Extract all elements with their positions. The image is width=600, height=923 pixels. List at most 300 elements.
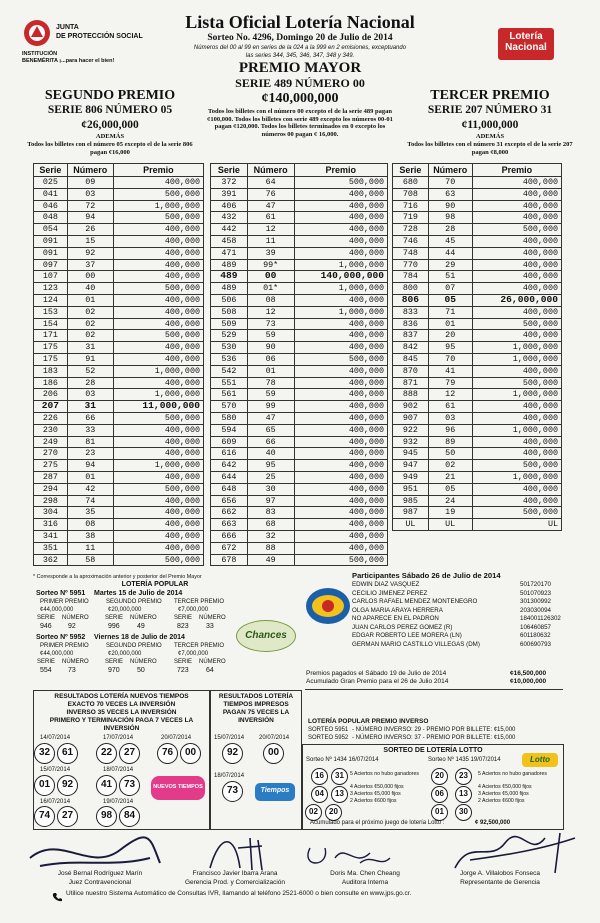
cell-premio: 1,000,000 bbox=[472, 471, 561, 483]
popular-title: LOTERÍA POPULAR bbox=[121, 581, 189, 588]
cell-serie: 770 bbox=[393, 259, 429, 271]
signature-name-3: Doris Ma. Chen Cheang bbox=[330, 870, 400, 877]
mayor-serie: SERIE 489 NÚMERO 00 bbox=[235, 76, 365, 90]
segundo-ademas: ADEMÁS bbox=[95, 133, 125, 140]
tiempos-ball-7: 01 bbox=[34, 775, 55, 796]
participant-name: CARLOS RAFAEL MENDEZ MONTENEGRO bbox=[352, 598, 478, 605]
table-row bbox=[393, 424, 562, 436]
tiempos-impresos-logo bbox=[255, 783, 295, 801]
participant-name: OLGA MARIA ARAYA HERRERA bbox=[352, 606, 443, 614]
popular-2-sn-2: NÚMERO bbox=[62, 659, 89, 665]
cell-premio: 400,000 bbox=[472, 365, 561, 377]
cell-premio: 400,000 bbox=[113, 342, 203, 354]
table-row bbox=[34, 188, 204, 200]
cell-numero: 05 bbox=[428, 294, 472, 306]
cell-premio: 1,000,000 bbox=[472, 424, 561, 436]
cell-serie: 471 bbox=[211, 247, 248, 259]
cell-numero: 61 bbox=[247, 212, 294, 224]
table-row bbox=[34, 318, 204, 330]
signature-scribble-4 bbox=[455, 833, 575, 873]
participant-id: 184001126302 bbox=[520, 615, 561, 622]
tiempos-ball-4: 27 bbox=[119, 743, 140, 764]
cell-numero: 40 bbox=[247, 448, 294, 460]
cell-premio: 400,000 bbox=[472, 200, 561, 212]
table-row bbox=[211, 306, 388, 318]
cell-premio: 400,000 bbox=[472, 247, 561, 259]
list-item bbox=[352, 598, 562, 607]
cell-numero: 12 bbox=[428, 389, 472, 401]
popular-1-sn-1: SERIE bbox=[37, 615, 56, 621]
table-row bbox=[393, 318, 562, 330]
cell-numero: 64 bbox=[247, 177, 294, 189]
cell-premio: 26,000,000 bbox=[472, 294, 561, 306]
col-header-serie: Serie bbox=[211, 164, 248, 177]
cell-serie: 748 bbox=[393, 247, 429, 259]
table-row bbox=[211, 200, 388, 212]
cell-premio: 11,000,000 bbox=[113, 401, 203, 413]
table-row bbox=[211, 377, 388, 389]
cell-serie: 175 bbox=[34, 342, 68, 354]
cell-premio: 500,000 bbox=[472, 224, 561, 236]
popular-2-value-6: 64 bbox=[206, 667, 214, 674]
table-row bbox=[393, 389, 562, 401]
impresos-title1: RESULTADOS LOTERÍA bbox=[218, 693, 294, 700]
cell-serie: 708 bbox=[393, 188, 429, 200]
table-row bbox=[393, 519, 562, 531]
cell-serie: UL bbox=[393, 519, 429, 531]
participant-name: CECILIO JIMENEZ PEREZ bbox=[352, 589, 428, 597]
inverso-title: LOTERÍA POPULAR PREMIO INVERSO bbox=[308, 718, 429, 725]
cell-numero: 61 bbox=[428, 401, 472, 413]
col-header-premio: Premio bbox=[113, 164, 203, 177]
popular-2-sn-4: NÚMERO bbox=[130, 659, 157, 665]
inverso-text-1: - NÚMERO INVERSO: 29 - PREMIO POR BILLETE: ¢15,000 bbox=[352, 727, 516, 733]
table-row bbox=[393, 342, 562, 354]
cell-numero: 95 bbox=[428, 342, 472, 354]
cell-serie: 642 bbox=[211, 460, 248, 472]
cell-numero: 02 bbox=[67, 330, 113, 342]
table-row bbox=[34, 448, 204, 460]
popular-2-sn-1: SERIE bbox=[37, 659, 56, 665]
table-row bbox=[34, 507, 204, 519]
cell-serie: 837 bbox=[393, 330, 429, 342]
cell-serie: 888 bbox=[393, 389, 429, 401]
cell-premio: 400,000 bbox=[472, 188, 561, 200]
lotto2-ball-4: 13 bbox=[455, 786, 472, 803]
cell-premio: 500,000 bbox=[113, 212, 203, 224]
cell-numero: 45 bbox=[428, 235, 472, 247]
org-line2: DE PROTECCIÓN SOCIAL bbox=[56, 33, 143, 40]
popular-2-label-3: TERCER PREMIO bbox=[174, 643, 225, 649]
cell-numero: 91 bbox=[67, 353, 113, 365]
cell-numero: 95 bbox=[247, 460, 294, 472]
cell-serie: 372 bbox=[211, 177, 248, 189]
tiempos-date-2: 17/07/2014 bbox=[103, 735, 134, 741]
table-row bbox=[34, 377, 204, 389]
table-row bbox=[211, 235, 388, 247]
cell-numero: 33 bbox=[67, 424, 113, 436]
tiempos-title1: RESULTADOS LOTERÍA NUEVOS TIEMPOS bbox=[54, 693, 189, 700]
table-row bbox=[393, 507, 562, 519]
tiempos-ball-8: 92 bbox=[57, 775, 78, 796]
cell-serie: 406 bbox=[211, 200, 248, 212]
tiempos-ball-10: 73 bbox=[119, 775, 140, 796]
cell-premio: 400,000 bbox=[294, 401, 387, 413]
cell-numero: 99 bbox=[247, 401, 294, 413]
table-row bbox=[34, 283, 204, 295]
cell-serie: 644 bbox=[211, 471, 248, 483]
table-row bbox=[393, 212, 562, 224]
results-table-2 bbox=[210, 163, 388, 566]
cell-premio: 500,000 bbox=[294, 177, 387, 189]
cell-numero: 21 bbox=[428, 471, 472, 483]
tiempos-ball-3: 22 bbox=[96, 743, 117, 764]
table-row bbox=[211, 365, 388, 377]
signature-role-2: Gerencia Prod. y Comercialización bbox=[184, 879, 286, 886]
cell-serie: 666 bbox=[211, 530, 248, 542]
cell-premio: 400,000 bbox=[294, 507, 387, 519]
cell-premio: 400,000 bbox=[294, 448, 387, 460]
table-row bbox=[393, 306, 562, 318]
cell-serie: 298 bbox=[34, 495, 68, 507]
cell-numero: 03 bbox=[67, 389, 113, 401]
popular-2-amount-1: ¢44,000,000 bbox=[40, 651, 74, 657]
table-row bbox=[34, 212, 204, 224]
table-row bbox=[211, 259, 388, 271]
cell-numero: 01 bbox=[247, 365, 294, 377]
popular-1-amount-2: ¢20,000,000 bbox=[108, 607, 142, 613]
cell-numero: 11 bbox=[247, 235, 294, 247]
popular-2-value-2: 73 bbox=[68, 667, 76, 674]
inverso-sorteo-2: SORTEO 5952 bbox=[308, 735, 349, 741]
participant-name: NO APARECE EN EL PADRON bbox=[352, 615, 439, 622]
popular-1-sn-5: SERIE bbox=[174, 615, 193, 621]
cell-numero: 94 bbox=[67, 460, 113, 472]
cell-premio: 500,000 bbox=[113, 483, 203, 495]
lotto1-ball-1: 16 bbox=[311, 768, 328, 785]
org-line4: BENEMÉRITA ¡...para hacer el bien! bbox=[22, 58, 115, 64]
cell-serie: 542 bbox=[211, 365, 248, 377]
cell-premio: 400,000 bbox=[472, 235, 561, 247]
popular-1-sn-3: SERIE bbox=[105, 615, 124, 621]
lotto2-ball-2: 23 bbox=[455, 768, 472, 785]
cell-numero: 05 bbox=[428, 483, 472, 495]
cell-serie: 716 bbox=[393, 200, 429, 212]
tiempos-title4: PRIMERO Y TERMINACIÓN PAGA 7 VECES LA bbox=[49, 717, 194, 724]
popular-sorteo-2: Sorteo Nº 5952 bbox=[36, 634, 86, 641]
cell-serie: 509 bbox=[211, 318, 248, 330]
cell-numero: 35 bbox=[67, 507, 113, 519]
table-row bbox=[211, 519, 388, 531]
participants-title: Participantes Sábado 26 de Julio de 2014 bbox=[352, 571, 501, 580]
table-row bbox=[211, 330, 388, 342]
cell-serie: 316 bbox=[34, 519, 68, 531]
tiempos-ball-2: 61 bbox=[57, 743, 78, 764]
popular-2-value-4: 50 bbox=[137, 667, 145, 674]
cell-premio: 400,000 bbox=[113, 519, 203, 531]
tiempos-ball-1: 32 bbox=[34, 743, 55, 764]
cell-numero: 90 bbox=[247, 342, 294, 354]
cell-numero: 15 bbox=[67, 235, 113, 247]
cell-serie: 806 bbox=[393, 294, 429, 306]
cell-premio: 400,000 bbox=[472, 483, 561, 495]
popular-1-value-1: 946 bbox=[40, 623, 52, 630]
participant-id: 501720170 bbox=[520, 581, 551, 588]
signature-name-2: Francisco Javier Ibarra Arana bbox=[192, 870, 278, 877]
cell-premio: 400,000 bbox=[294, 247, 387, 259]
cell-premio: 400,000 bbox=[294, 212, 387, 224]
table-row bbox=[393, 353, 562, 365]
lotto2-ball-1: 20 bbox=[431, 768, 448, 785]
cell-premio: 400,000 bbox=[472, 177, 561, 189]
table-row bbox=[34, 401, 204, 413]
cell-premio: 500,000 bbox=[113, 330, 203, 342]
lotto2-info-2: 4 Aciertos ¢50,000 fijos bbox=[478, 784, 532, 790]
cell-premio: 500,000 bbox=[294, 353, 387, 365]
cell-premio: 400,000 bbox=[113, 259, 203, 271]
participant-id: 106460857 bbox=[520, 623, 551, 631]
table-row bbox=[393, 377, 562, 389]
table-row bbox=[34, 224, 204, 236]
list-item bbox=[352, 581, 562, 590]
table-row bbox=[34, 365, 204, 377]
cell-premio: 1,000,000 bbox=[472, 353, 561, 365]
table-row bbox=[393, 283, 562, 295]
cell-premio: 400,000 bbox=[294, 188, 387, 200]
cell-premio: 400,000 bbox=[294, 519, 387, 531]
cell-numero: 37 bbox=[67, 259, 113, 271]
impresos-title2: TIEMPOS IMPRESOS bbox=[223, 701, 289, 708]
cell-numero: 40 bbox=[67, 283, 113, 295]
popular-2-value-1: 554 bbox=[40, 667, 52, 674]
mayor-amount: ¢140,000,000 bbox=[261, 91, 339, 106]
cell-serie: 508 bbox=[211, 306, 248, 318]
cell-serie: 091 bbox=[34, 235, 68, 247]
popular-2-label-2: SEGUNDO PREMIO bbox=[106, 643, 162, 649]
cell-premio: 400,000 bbox=[294, 330, 387, 342]
lotto-draw-1: Sorteo Nº 1434 16/07/2014 bbox=[306, 757, 379, 763]
cell-serie: 506 bbox=[211, 294, 248, 306]
cell-serie: 561 bbox=[211, 389, 248, 401]
cell-serie: 046 bbox=[34, 200, 68, 212]
cell-numero: 25 bbox=[247, 471, 294, 483]
lotto2-ball-6: 30 bbox=[455, 804, 472, 821]
table-row bbox=[393, 460, 562, 472]
tiempos-date-1: 14/07/2014 bbox=[40, 735, 71, 741]
cell-premio: 400,000 bbox=[294, 389, 387, 401]
cell-serie: 616 bbox=[211, 448, 248, 460]
cell-premio: 400,000 bbox=[113, 224, 203, 236]
cell-numero: 01* bbox=[247, 283, 294, 295]
cell-premio: 400,000 bbox=[113, 530, 203, 542]
cell-premio: 400,000 bbox=[113, 294, 203, 306]
cell-premio: 400,000 bbox=[294, 294, 387, 306]
cell-premio: 400,000 bbox=[113, 177, 203, 189]
cell-serie: 183 bbox=[34, 365, 68, 377]
tiempos-date-4: 15/07/2014 bbox=[40, 767, 71, 773]
cell-serie: 107 bbox=[34, 271, 68, 283]
cell-serie: 784 bbox=[393, 271, 429, 283]
list-item bbox=[352, 641, 562, 650]
logo-line1: Lotería bbox=[509, 31, 543, 42]
table-row bbox=[211, 495, 388, 507]
table-row bbox=[34, 542, 204, 554]
popular-1-amount-1: ¢44,000,000 bbox=[40, 607, 74, 613]
cell-premio: 400,000 bbox=[472, 271, 561, 283]
cell-numero: 24 bbox=[428, 495, 472, 507]
popular-1-value-5: 823 bbox=[177, 623, 189, 630]
cell-serie: 842 bbox=[393, 342, 429, 354]
cell-numero: 92 bbox=[67, 247, 113, 259]
cell-serie: 949 bbox=[393, 471, 429, 483]
cell-serie: 351 bbox=[34, 542, 68, 554]
cell-serie: 833 bbox=[393, 306, 429, 318]
cell-premio: 400,000 bbox=[113, 247, 203, 259]
cell-numero: 47 bbox=[247, 200, 294, 212]
table-row bbox=[211, 507, 388, 519]
table-row bbox=[211, 177, 388, 189]
cell-serie: 845 bbox=[393, 353, 429, 365]
table-row bbox=[34, 306, 204, 318]
table-row bbox=[393, 401, 562, 413]
table-row bbox=[211, 542, 388, 554]
cell-serie: 294 bbox=[34, 483, 68, 495]
table-row bbox=[34, 436, 204, 448]
results-footnote: * Corresponde a la aproximación anterior y posterior del Premio Mayor bbox=[33, 574, 202, 580]
jps-logo-icon bbox=[22, 18, 52, 48]
cell-premio: 400,000 bbox=[113, 448, 203, 460]
col-header-serie: Serie bbox=[393, 164, 429, 177]
cell-serie: 442 bbox=[211, 224, 248, 236]
cell-serie: 594 bbox=[211, 424, 248, 436]
cell-serie: 432 bbox=[211, 212, 248, 224]
cell-numero: 66 bbox=[247, 436, 294, 448]
cell-numero: 90 bbox=[428, 200, 472, 212]
cell-premio: 400,000 bbox=[294, 342, 387, 354]
cell-numero: 79 bbox=[428, 377, 472, 389]
cell-numero: 74 bbox=[67, 495, 113, 507]
participants-acum-value: ¢10,000,000 bbox=[510, 678, 547, 685]
popular-2-sn-6: NÚMERO bbox=[199, 659, 226, 665]
table-row bbox=[393, 224, 562, 236]
org-line3: INSTITUCIÓN bbox=[22, 51, 58, 57]
cell-numero: 70 bbox=[428, 353, 472, 365]
signature-scribble-1 bbox=[30, 837, 160, 866]
cell-numero: 83 bbox=[247, 507, 294, 519]
cell-numero: 02 bbox=[67, 306, 113, 318]
cell-numero: 02 bbox=[67, 318, 113, 330]
col-header-serie: Serie bbox=[34, 164, 68, 177]
tiempos-ball-12: 27 bbox=[57, 806, 78, 827]
lotto1-ball-5: 02 bbox=[305, 804, 322, 821]
participant-id: 203030094 bbox=[520, 606, 551, 614]
cell-serie: 270 bbox=[34, 448, 68, 460]
participant-name: EDGAR ROBERTO LEE MORERA (LN) bbox=[352, 632, 462, 639]
cell-serie: 800 bbox=[393, 283, 429, 295]
popular-1-label-3: TERCER PREMIO bbox=[174, 599, 225, 605]
chances-logo bbox=[236, 620, 296, 652]
cell-numero: 63 bbox=[428, 188, 472, 200]
cell-numero: 71 bbox=[428, 306, 472, 318]
table-row bbox=[211, 353, 388, 365]
segundo-serie: SERIE 806 NÚMERO 05 bbox=[47, 104, 173, 116]
tiempos-date-7: 19/07/2014 bbox=[103, 799, 134, 805]
cell-premio: 1,000,000 bbox=[113, 460, 203, 472]
table-row bbox=[211, 412, 388, 424]
table-row bbox=[34, 530, 204, 542]
table-row bbox=[34, 353, 204, 365]
cell-numero: 70 bbox=[428, 177, 472, 189]
cell-premio: UL bbox=[472, 519, 561, 531]
cell-numero: 32 bbox=[247, 530, 294, 542]
cell-premio: 400,000 bbox=[294, 471, 387, 483]
cell-premio: 400,000 bbox=[294, 365, 387, 377]
cell-premio: 400,000 bbox=[472, 259, 561, 271]
cell-premio: 140,000,000 bbox=[294, 271, 387, 283]
lotto-logo-text: Lotto bbox=[530, 755, 550, 764]
table-row bbox=[34, 389, 204, 401]
lotto-acum-label: Acumulado para el próximo juego de lotería Lotto : bbox=[310, 820, 445, 826]
lotto-draw-2: Sorteo Nº 1435 19/07/2014 bbox=[428, 757, 501, 763]
tiempos-title2: EXACTO 70 VECES LA INVERSIÓN bbox=[67, 701, 176, 708]
cell-serie: 458 bbox=[211, 235, 248, 247]
cell-premio: 400,000 bbox=[294, 436, 387, 448]
cell-serie: 678 bbox=[211, 554, 248, 566]
signature-role-4: Representante de Gerencia bbox=[460, 879, 540, 886]
cell-numero: 03 bbox=[428, 412, 472, 424]
cell-serie: 249 bbox=[34, 436, 68, 448]
tiempos-ball-13: 98 bbox=[96, 806, 117, 827]
table-row bbox=[34, 424, 204, 436]
table-row bbox=[393, 495, 562, 507]
table-row bbox=[211, 448, 388, 460]
impresos-ball-3: 73 bbox=[222, 781, 243, 802]
tiempos-ball-6: 00 bbox=[180, 743, 201, 764]
participants-acum-label: Acumulado Gran Premio para el 26 de Julio 2014 bbox=[306, 678, 449, 685]
popular-1-value-6: 33 bbox=[206, 623, 214, 630]
popular-1-sn-6: NÚMERO bbox=[199, 615, 226, 621]
cell-premio: 500,000 bbox=[472, 377, 561, 389]
lotto1-info-1: 5 Aciertos no hubo ganadores bbox=[350, 771, 419, 777]
cell-premio: 500,000 bbox=[113, 412, 203, 424]
signature-name-4: Jorge A. Villalobos Fonseca bbox=[459, 870, 541, 877]
participants-paid-value: ¢16,500,000 bbox=[510, 670, 547, 677]
table-row bbox=[34, 177, 204, 189]
logo-line2: Nacional bbox=[505, 42, 547, 53]
cell-serie: 662 bbox=[211, 507, 248, 519]
lotto1-info-4: 2 Aciertos ¢600 fijos bbox=[350, 798, 397, 804]
popular-fecha-1: Martes 15 de Julio de 2014 bbox=[94, 590, 183, 597]
tiempos-title5: INVERSIÓN bbox=[103, 725, 140, 732]
cell-numero: 49 bbox=[247, 554, 294, 566]
results-table-1 bbox=[33, 163, 204, 566]
tercero-note: Todos los billetes con el número 31 excepto el de la serie 207 pagan ¢8,000 bbox=[407, 141, 573, 156]
cell-numero: 41 bbox=[428, 365, 472, 377]
lotto-title: SORTEO DE LOTERÍA LOTTO bbox=[383, 747, 483, 754]
cell-numero: 01 bbox=[67, 471, 113, 483]
cell-premio: 400,000 bbox=[472, 212, 561, 224]
cell-premio: 400,000 bbox=[472, 283, 561, 295]
cell-numero: 68 bbox=[247, 519, 294, 531]
cell-premio: 1,000,000 bbox=[472, 389, 561, 401]
col-header-premio: Premio bbox=[294, 164, 387, 177]
cell-serie: 489 bbox=[211, 283, 248, 295]
cell-serie: 663 bbox=[211, 519, 248, 531]
table-row bbox=[34, 495, 204, 507]
cell-serie: 951 bbox=[393, 483, 429, 495]
cell-serie: 580 bbox=[211, 412, 248, 424]
cell-premio: 1,000,000 bbox=[294, 259, 387, 271]
